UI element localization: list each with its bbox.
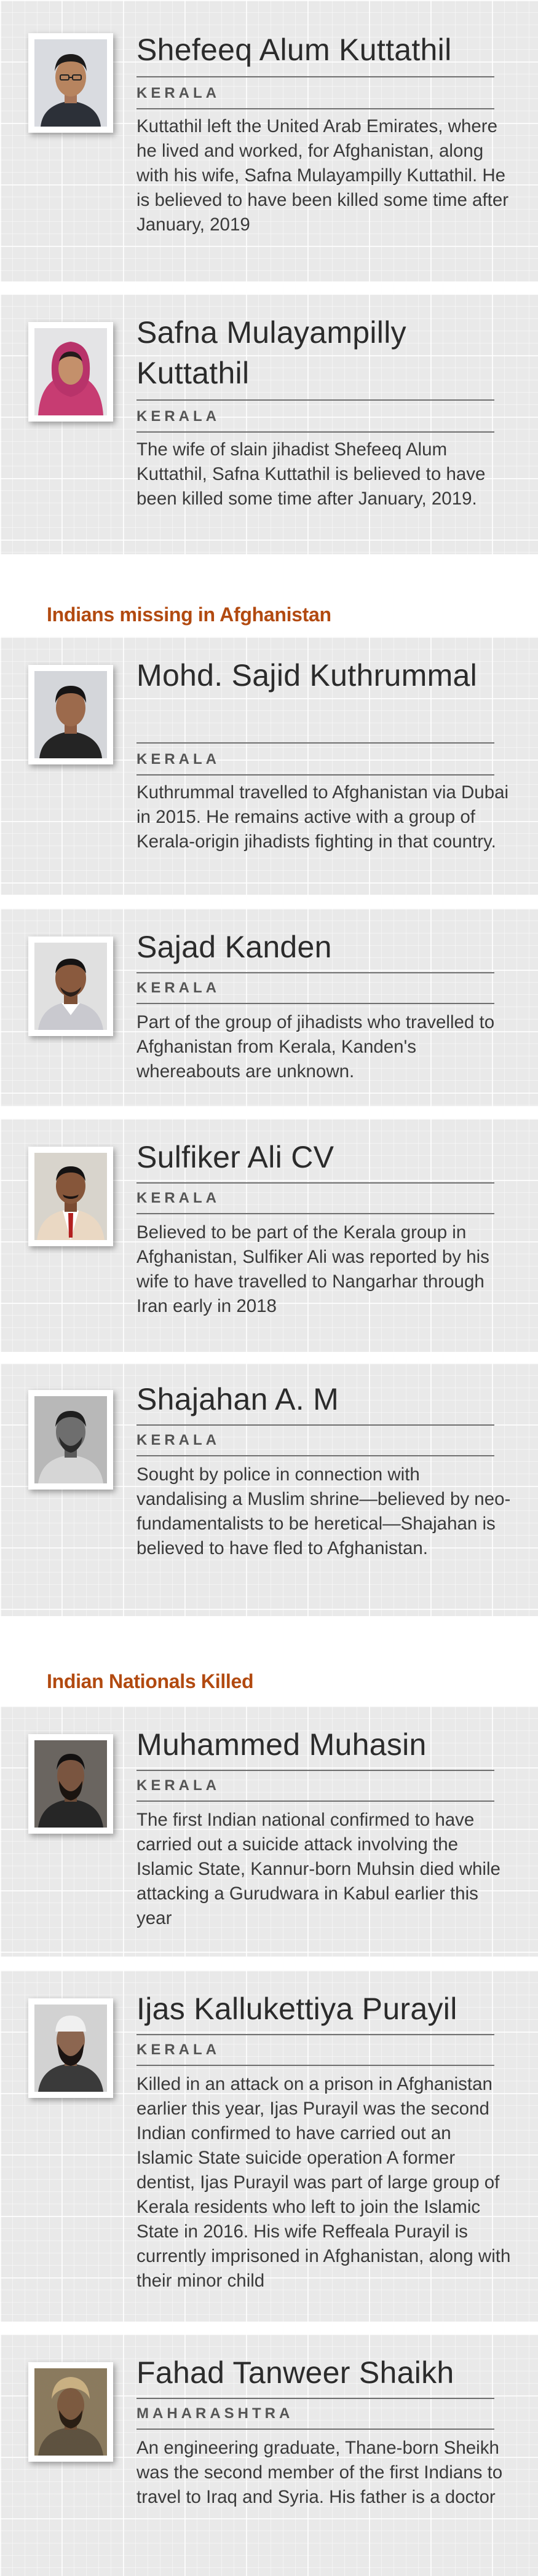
- person-name: Ijas Kallukettiya Purayil: [136, 1992, 457, 2026]
- state-label: KERALA: [136, 1190, 220, 1206]
- divider-rule: [136, 108, 494, 109]
- portrait-photo: [34, 1153, 107, 1240]
- profile-photo-frame: [28, 322, 113, 422]
- section-heading-missing: Indians missing in Afghanistan: [47, 603, 331, 626]
- portrait-photo: [34, 1396, 107, 1483]
- divider-rule: [136, 431, 494, 433]
- person-name: Sajad Kanden: [136, 930, 332, 964]
- divider-rule: [136, 774, 494, 776]
- divider-rule: [136, 399, 494, 401]
- divider-rule: [136, 1424, 494, 1426]
- portrait-photo: [34, 328, 107, 415]
- person-description: Sought by police in connection with vandalising a Muslim shrine—believed by neo-fundamentalists to be heretical—Shajahan is believed to have fled to Afghanistan.: [136, 1464, 511, 1558]
- profile-card: [0, 2334, 538, 2576]
- person-name: Safna Mulayampilly Kuttathil: [136, 315, 406, 390]
- person-name: Mohd. Sajid Kuthrummal: [136, 658, 478, 693]
- divider-rule: [136, 742, 494, 744]
- divider-rule: [136, 1182, 494, 1184]
- divider-rule: [136, 2429, 494, 2430]
- profile-card: [0, 1118, 538, 1352]
- state-label: KERALA: [136, 85, 220, 101]
- profile-photo-frame: [28, 665, 113, 764]
- profile-card: [0, 637, 538, 895]
- person-name: Muhammed Muhasin: [136, 1727, 427, 1762]
- profile-card: [0, 908, 538, 1106]
- profile-card: [0, 1706, 538, 1957]
- portrait-photo: [34, 671, 107, 758]
- person-description: An engineering graduate, Thane-born Sheikh was the second member of the first Indians to travel to Iraq and Syria. His father is a doctor: [136, 2438, 503, 2507]
- profile-photo-frame: [28, 1147, 113, 1246]
- divider-rule: [136, 2034, 494, 2035]
- portrait-photo: [34, 943, 107, 1030]
- state-label: KERALA: [136, 2041, 220, 2058]
- person-name: Sulfiker Ali CV: [136, 1140, 334, 1174]
- state-label: KERALA: [136, 1432, 220, 1448]
- profile-card: [0, 294, 538, 554]
- profile-card: [0, 0, 538, 281]
- profile-photo-frame: [28, 2362, 113, 2462]
- profile-card: [0, 1363, 538, 1616]
- person-description: Kuttathil left the United Arab Emirates, where he lived and worked, for Afghanistan, along with his wife, Safna Mulayampilly Kuttathil. He is believed to have been killed some time after January, 2019: [136, 116, 509, 235]
- person-name: Shajahan A. M: [136, 1382, 339, 1416]
- divider-rule: [136, 1800, 494, 1802]
- portrait-photo: [34, 1740, 107, 1828]
- state-label: KERALA: [136, 980, 220, 996]
- divider-rule: [136, 1770, 494, 1771]
- person-description: Believed to be part of the Kerala group in Afghanistan, Sulfiker Ali was reported by his wife to have travelled to Nangarhar through Iran early in 2018: [136, 1222, 489, 1316]
- section-heading-killed: Indian Nationals Killed: [47, 1670, 254, 1692]
- person-description: The first Indian national confirmed to have carried out a suicide attack involving the Islamic State, Kannur-born Muhsin died while attacking a Gurudwara in Kabul earlier this year: [136, 1810, 500, 1928]
- person-name: Shefeeq Alum Kuttathil: [136, 33, 452, 67]
- state-label: KERALA: [136, 408, 220, 425]
- person-name: Fahad Tanweer Shaikh: [136, 2355, 454, 2390]
- divider-rule: [136, 76, 494, 77]
- state-label: KERALA: [136, 751, 220, 768]
- person-description: Kuthrummal travelled to Afghanistan via Dubai in 2015. He remains active with a group of Kerala-origin jihadists fighting in that country.: [136, 782, 509, 852]
- portrait-photo: [34, 2005, 107, 2092]
- portrait-photo: [34, 2368, 107, 2456]
- state-label: MAHARASHTRA: [136, 2405, 294, 2422]
- profile-photo-frame: [28, 937, 113, 1036]
- portrait-photo: [34, 39, 107, 127]
- divider-rule: [136, 972, 494, 973]
- profile-photo-frame: [28, 33, 113, 133]
- person-description: Part of the group of jihadists who travelled to Afghanistan from Kerala, Kanden's whereabouts are unknown.: [136, 1012, 495, 1082]
- divider-rule: [136, 2398, 494, 2399]
- profile-photo-frame: [28, 1998, 113, 2098]
- divider-rule: [136, 1455, 494, 1456]
- person-description: Killed in an attack on a prison in Afghanistan earlier this year, Ijas Purayil was the second Indian confirmed to have carried out an Islamic State suicide operation A former dentist, Ijas Purayil was part of large group of Kerala residents who left to join the Islamic State in 2016. His wife Reffeala Purayil is currently imprisoned in Afghanistan, along with their minor child: [136, 2074, 511, 2291]
- divider-rule: [136, 1003, 494, 1004]
- state-label: KERALA: [136, 1777, 220, 1794]
- person-description: The wife of slain jihadist Shefeeq Alum Kuttathil, Safna Kuttathil is believed to have been killed some time after January, 2019.: [136, 439, 486, 509]
- divider-rule: [136, 1213, 494, 1214]
- profile-card: [0, 1970, 538, 2322]
- profile-photo-frame: [28, 1734, 113, 1834]
- profile-photo-frame: [28, 1390, 113, 1490]
- divider-rule: [136, 2065, 494, 2066]
